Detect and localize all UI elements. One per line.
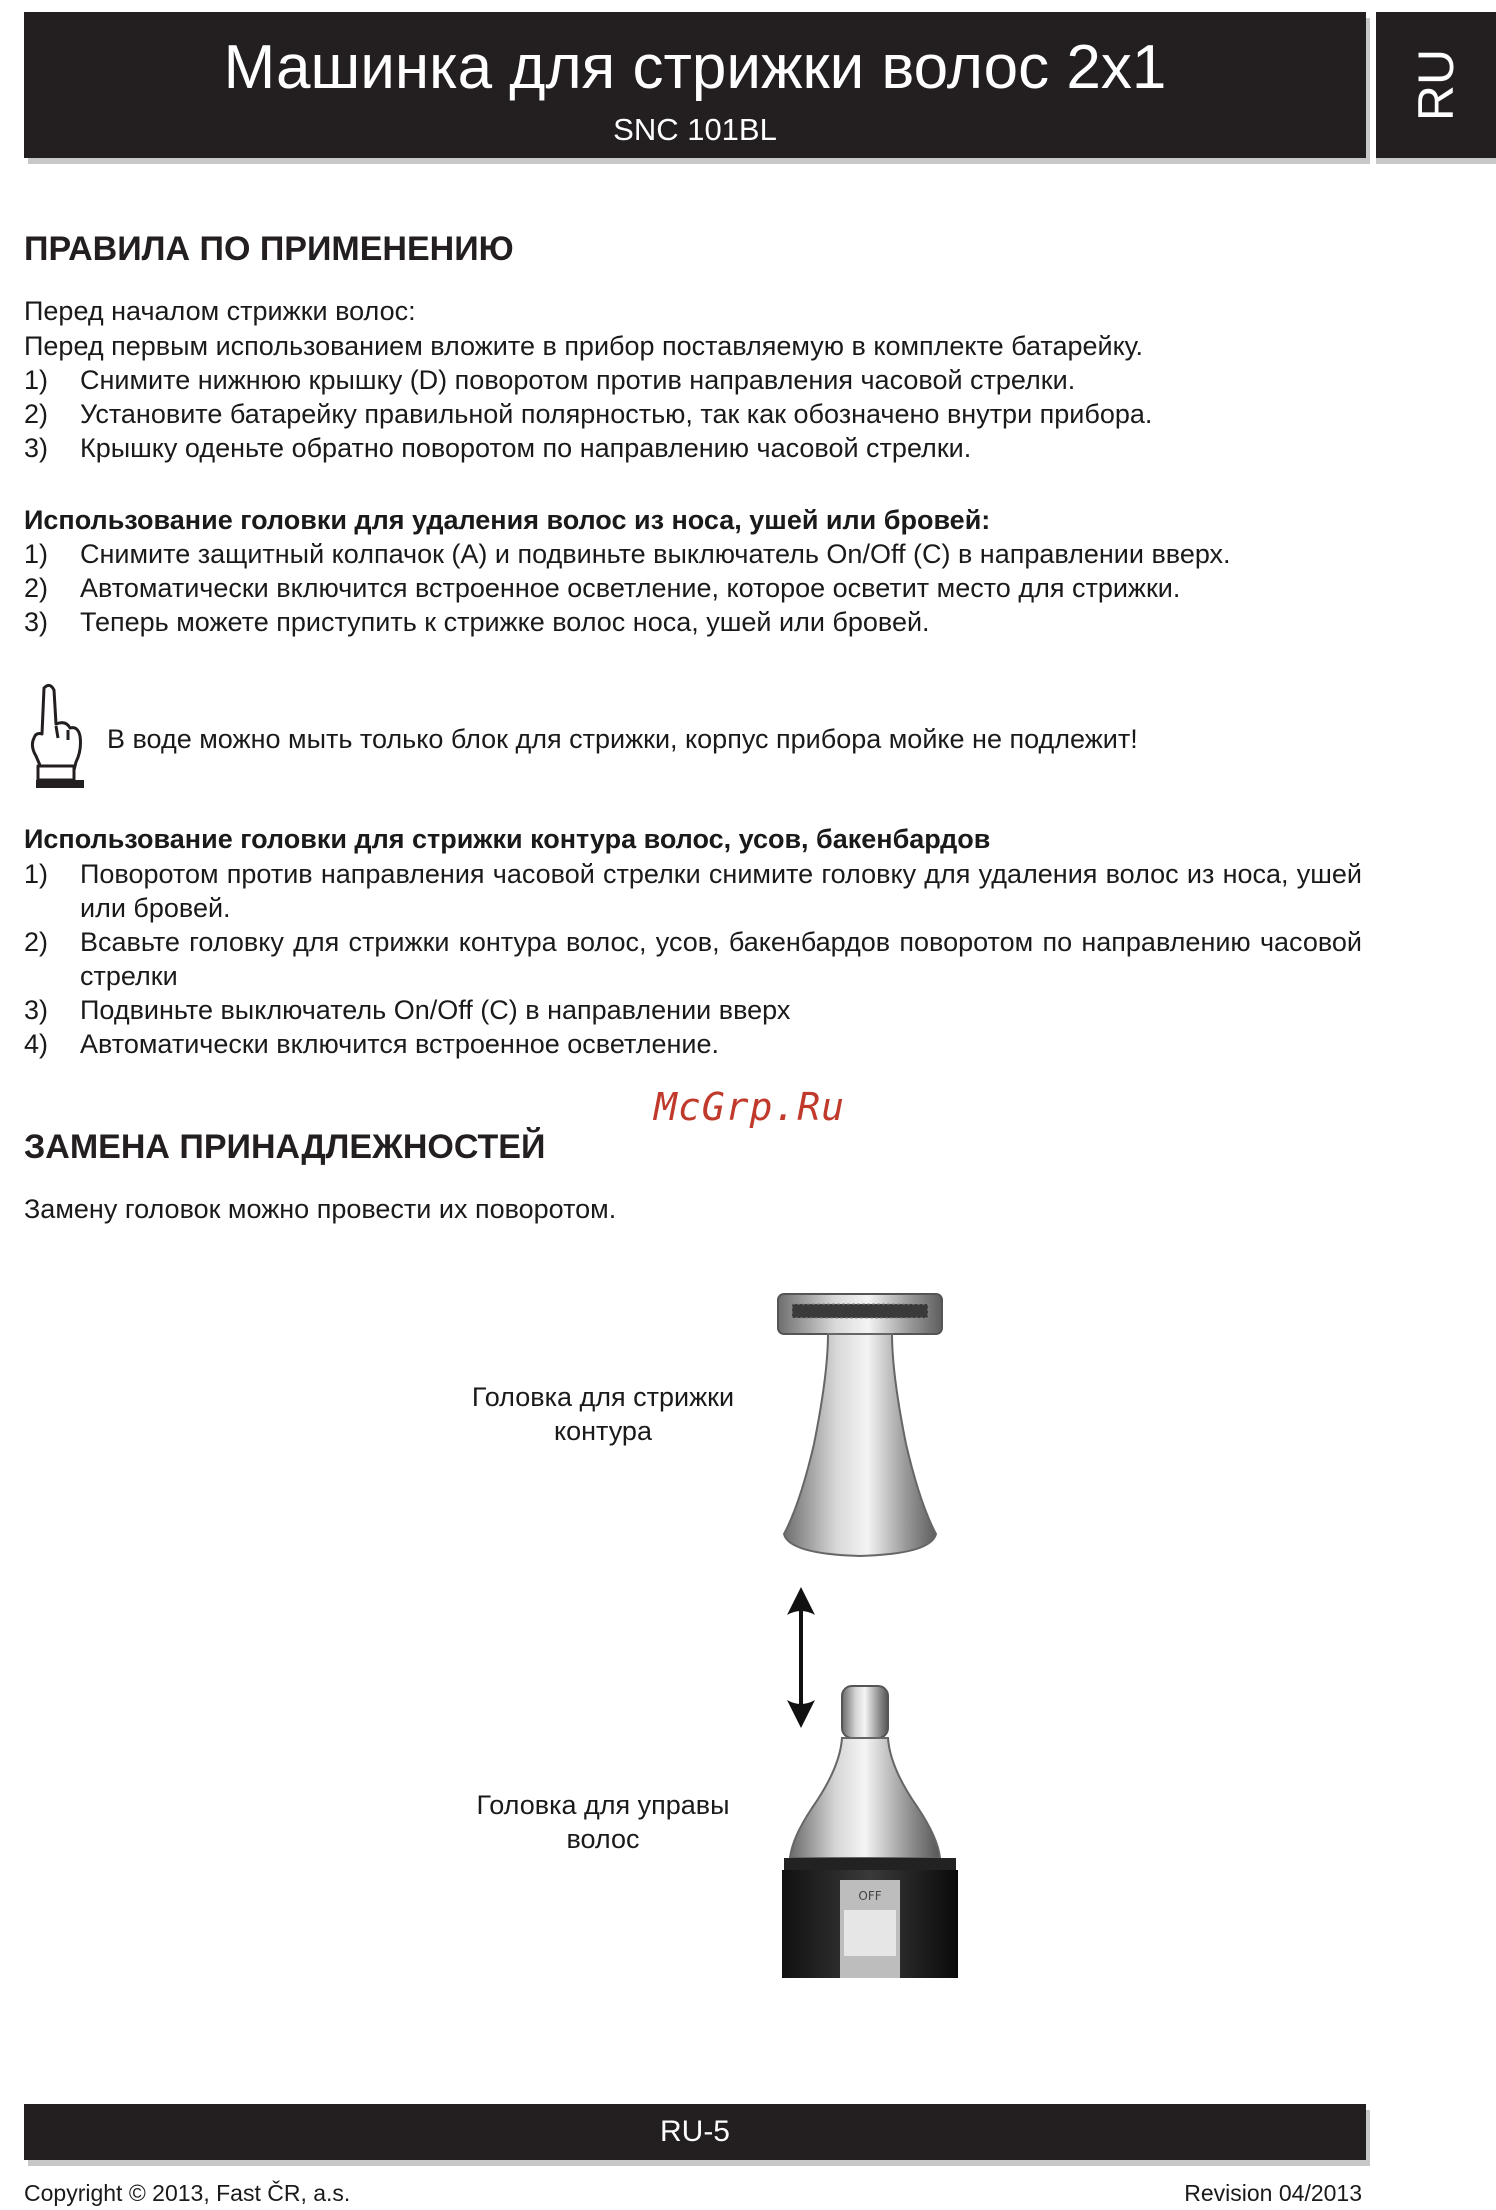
note-text: В воде можно мыть только блок для стрижки, корпус прибора мойке не подлежит! bbox=[107, 724, 1138, 754]
contour-trimmer-head-image bbox=[770, 1290, 950, 1560]
accessories-text: Замену головок можно провести их поворотом. bbox=[24, 1194, 617, 1224]
subheading-contour: Использование головки для стрижки контура волос, усов, бакенбардов bbox=[24, 824, 991, 854]
list-item: Снимите защитный колпачок (A) и подвиньте выключатель On/Off (C) в направлении вверх. bbox=[80, 539, 1231, 569]
nose-trimmer-image bbox=[780, 1680, 960, 1980]
list-item: Подвиньте выключатель On/Off (C) в направлении вверх bbox=[80, 995, 791, 1025]
list-item: Крышку оденьте обратно поворотом по направлению часовой стрелки. bbox=[80, 433, 972, 463]
off-label: OFF bbox=[858, 1889, 882, 1903]
document-title: Машинка для стрижки волос 2x1 bbox=[223, 33, 1167, 102]
list-number: 1) bbox=[24, 859, 49, 889]
section-heading-rules: ПРАВИЛА ПО ПРИМЕНЕНИЮ bbox=[24, 230, 514, 268]
list-number: 1) bbox=[24, 365, 49, 395]
page-number-bar bbox=[24, 2104, 1366, 2160]
list-item: Автоматически включится встроенное осветление. bbox=[80, 1029, 719, 1059]
list-number: 3) bbox=[24, 607, 49, 637]
pointing-hand-icon bbox=[22, 680, 84, 792]
section-heading-accessories: ЗАМЕНА ПРИНАДЛЕЖНОСТЕЙ bbox=[24, 1128, 546, 1166]
language-code: RU bbox=[1408, 48, 1464, 122]
list-number: 3) bbox=[24, 433, 49, 463]
model-number: SNC 101BL bbox=[613, 112, 777, 147]
caption-nose-head: Головка для управы волос bbox=[476, 1790, 730, 1854]
page-header bbox=[24, 12, 1366, 158]
caption-contour-head: Головка для стрижки контура bbox=[471, 1382, 735, 1446]
list-item: Автоматически включится встроенное осветление, которое осветит место для стрижки. bbox=[80, 573, 1181, 603]
list-item: Теперь можете приступить к стрижке волос носа, ушей или бровей. bbox=[80, 607, 930, 637]
intro-line-2: Перед первым использованием вложите в прибор поставляемую в комплекте батарейку. bbox=[24, 331, 1143, 361]
list-item: Снимите нижнюю крышку (D) поворотом против направления часовой стрелки. bbox=[80, 365, 1076, 395]
list-number: 2) bbox=[24, 927, 49, 957]
page-number: RU-5 bbox=[659, 2115, 730, 2148]
list-number: 4) bbox=[24, 1029, 49, 1059]
watermark: McGrp.Ru bbox=[654, 1085, 846, 1129]
copyright: Copyright © 2013, Fast ČR, a.s. bbox=[24, 2180, 351, 2206]
language-tab bbox=[1376, 12, 1496, 158]
list-item: Поворотом против направления часовой стрелки снимите головку для удаления волос из носа, ушей или бровей. bbox=[80, 859, 1362, 923]
list-item: Установите батарейку правильной полярностью, так как обозначено внутри прибора. bbox=[80, 399, 1153, 429]
list-number: 1) bbox=[24, 539, 49, 569]
list-item: Всавьте головку для стрижки контура волос, усов, бакенбардов поворотом по направлению часовой стрелки bbox=[80, 927, 1362, 991]
subheading-nose: Использование головки для удаления волос из носа, ушей или бровей: bbox=[24, 505, 991, 535]
list-number: 3) bbox=[24, 995, 49, 1025]
list-number: 2) bbox=[24, 573, 49, 603]
intro-line-1: Перед началом стрижки волос: bbox=[24, 296, 416, 326]
list-number: 2) bbox=[24, 399, 49, 429]
revision: Revision 04/2013 bbox=[1184, 2180, 1362, 2206]
